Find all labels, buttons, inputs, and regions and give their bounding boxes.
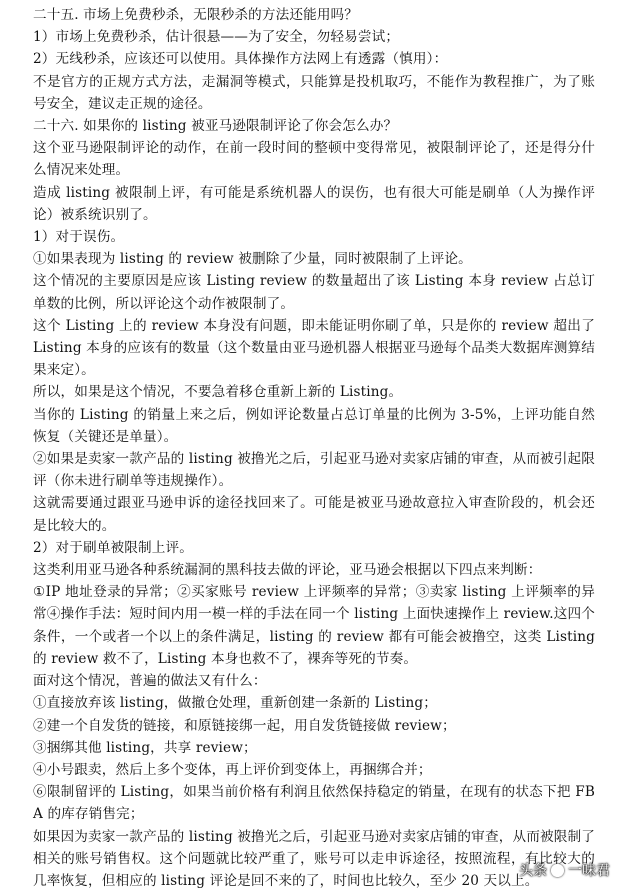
paragraph: ①如果表现为 listing 的 review 被删除了少量，同时被限制了上评论。 xyxy=(33,251,472,268)
list-item: ④小号跟卖，然后上多个变体，再上评价到变体上，再捆绑合并； xyxy=(33,761,432,778)
subheading: 2）对于刷单被限制上评。 xyxy=(33,539,193,556)
paragraph: 当你的 Listing 的销量上来之后，例如评论数量占总订单量的比例为 3-5%，上评功能自然恢复（关键还是单量）。 xyxy=(33,406,595,445)
subheading: 1）对于误伤。 xyxy=(33,229,125,246)
paragraph: 如果因为卖家一款产品的 listing 被撸光之后，引起亚马逊对卖家店铺的审查，从而被限制了相关的账号销售权。这个问题就比较严重了，账号可以走申诉途径，按照流程，有比较大的几率恢复，但相应的 listing 评论是回不来的了，时间也比较久，至少 20 天以上。 xyxy=(33,828,595,889)
paragraph: 这个情况的主要原因是应该 Listing review 的数量超出了该 Listing 本身 review 占总订单数的比例，所以评论这个动作被限制了。 xyxy=(33,273,595,312)
list-item: ⑥限制留评的 Listing，如果当前价格有利润且依然保持稳定的销量，在现有的状态下把 FBA 的库存销售完； xyxy=(33,784,595,823)
paragraph: 不是官方的正规方式方法，走漏洞等模式，只能算是投机取巧，不能作为教程推广，为了账号安全，建议走正规的途径。 xyxy=(33,73,595,112)
watermark-left: 头条 xyxy=(519,863,547,879)
heading-26: 二十六. 如果你的 listing 被亚马逊限制评论了你会怎么办？ xyxy=(33,118,398,135)
list-item: ②建一个自发货的链接，和原链接绑一起，用自发货链接做 review； xyxy=(33,717,456,734)
paragraph: 1）市场上免费秒杀，估计很悬——为了安全，勿轻易尝试； xyxy=(33,29,400,46)
paragraph: 这个亚马逊限制评论的动作，在前一段时间的整顿中变得常见，被限制评论了，还是得分什么情况来处理。 xyxy=(33,140,595,179)
list-item: ①直接放弃该 listing，做撤仓处理，重新创建一条新的 Listing； xyxy=(33,695,437,712)
paragraph: 2）无线秒杀，应该还可以使用。具体操作方法网上有透露（慎用）： xyxy=(33,51,448,68)
watermark xyxy=(519,860,610,880)
paragraph: 这类利用亚马逊各种系统漏洞的黑科技去做的评论，亚马逊会根据以下四点来判断： xyxy=(33,562,542,579)
paragraph: 造成 listing 被限制上评，有可能是系统机器人的误伤，也有很大可能是刷单（人为操作评论）被系统识别了。 xyxy=(33,184,595,223)
paragraph: 面对这个情况，普遍的做法又有什么： xyxy=(33,673,267,690)
list-item: ③捆绑其他 listing，共享 review； xyxy=(33,739,257,756)
heading-25: 二十五. 市场上免费秒杀，无限秒杀的方法还能用吗？ xyxy=(33,7,359,23)
paragraph: ②如果是卖家一款产品的 listing 被撸光之后，引起亚马逊对卖家店铺的审查，从而被引起限评（你未进行刷单等违规操作）。 xyxy=(33,451,595,490)
paragraph: 这就需要通过跟亚马逊申诉的途径找回来了。可能是被亚马逊故意拉入审查阶段的，机会还是比较大的。 xyxy=(33,495,595,534)
watermark-right: 一味君 xyxy=(568,863,610,879)
paragraph: 这个 Listing 上的 review 本身没有问题，即未能证明你刷了单，只是你的 review 超出了 Listing 本身的应该有的数量（这个数量由亚马逊机器人根据亚马逊每个品类大数据库测算结果来定）。 xyxy=(33,317,595,379)
paragraph: ①IP 地址登录的异常；②买家账号 review 上评频率的异常；③卖家 listing 上评频率的异常④操作手法：短时间内用一模一样的手法在同一个 listing 上面快速操作上 review.这四个条件，一个或者一个以上的条件满足，listing 的 review 都有可能会被撸空，这类 Listing 的 review 救不了，Listing 本身也救不了，裸奔等死的节奏。 xyxy=(33,584,595,667)
document-body xyxy=(33,4,595,892)
watermark-at-icon xyxy=(551,864,564,877)
paragraph: 所以，如果是这个情况，不要急着移仓重新上新的 Listing。 xyxy=(33,384,403,401)
